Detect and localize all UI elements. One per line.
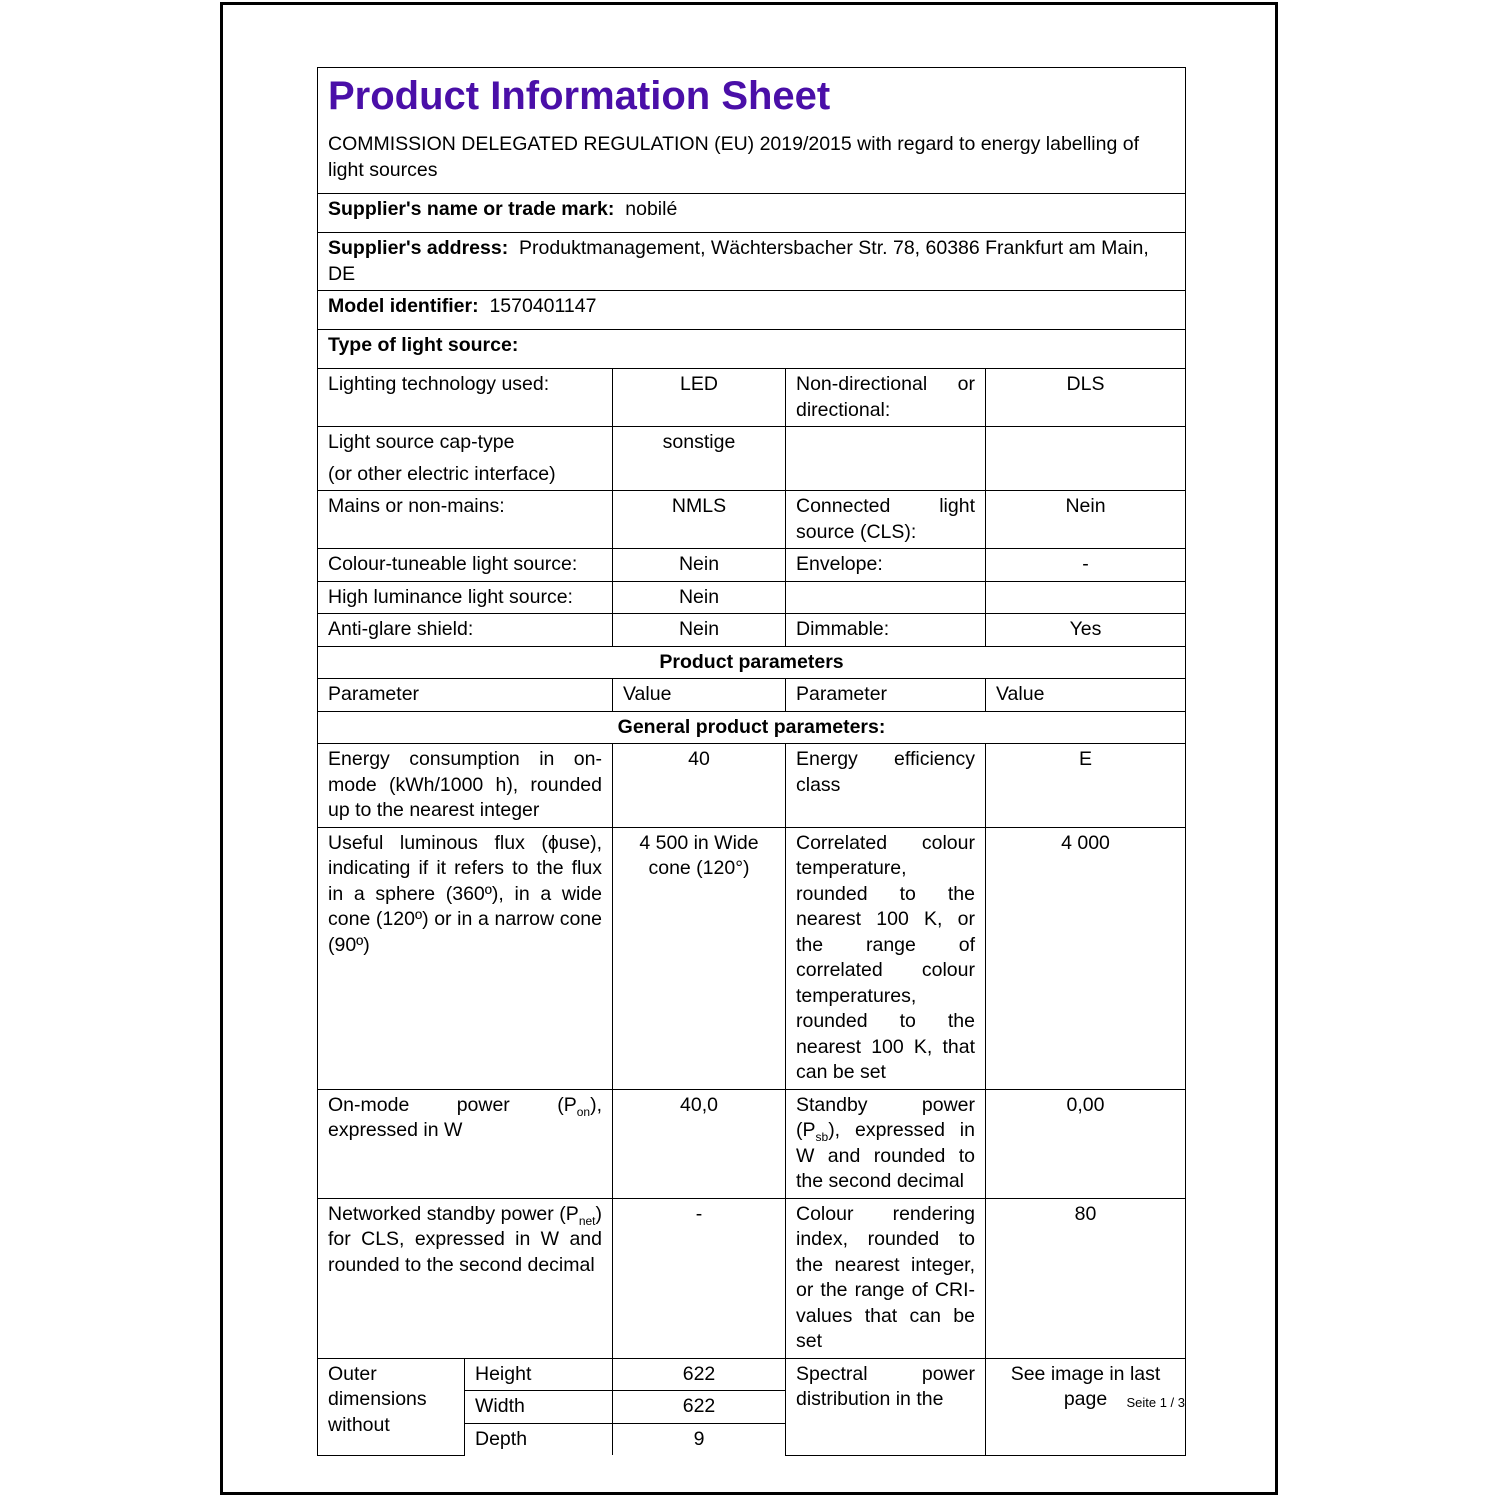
cap-type-label [318,427,613,491]
cap-type-row [318,427,1186,491]
directional-value: DLS [986,369,1186,427]
networked-standby-row [318,1198,1186,1358]
model-identifier-row [318,291,1186,330]
page-number: Seite 1 / 3 [1126,1395,1185,1410]
on-mode-power-label [318,1089,613,1198]
energy-consumption-value: 40 [613,744,786,828]
standby-power-label-sub: sb [815,1129,829,1144]
width-label: Width [465,1391,613,1424]
mains-label: Mains or non-mains: [318,491,613,549]
page-title: Product Information Sheet [328,74,831,118]
technology-row [318,369,1186,427]
high-luminance-row [318,581,1186,614]
value-column-header: Value [613,679,786,712]
outer-dimensions-label: Outer dimensions without [318,1358,465,1455]
envelope-value: - [986,549,1186,582]
cls-label: Connected light source (CLS): [786,491,986,549]
on-mode-power-label-post: ), expressed in W [328,1093,602,1141]
colour-tuneable-value: Nein [613,549,786,582]
colour-temperature-label: Correlated colour temperature, rounded to the nearest 100 K, or the range of correlated colour temperatures, rounded to the nearest 100 K, that can be set [786,827,986,1089]
high-luminance-label: High luminance light source: [318,581,613,614]
mains-value: NMLS [613,491,786,549]
lighting-technology-label: Lighting technology used: [318,369,613,427]
empty-cell [986,427,1186,491]
colour-rendering-index-value: 80 [986,1198,1186,1358]
energy-consumption-label: Energy consumption in on-mode (kWh/1000 h), rounded up to the nearest integer [318,744,613,828]
cls-value: Nein [986,491,1186,549]
on-mode-power-label-sub: on [576,1104,591,1119]
networked-standby-label-pre: Networked standby power (P [328,1202,579,1225]
luminous-flux-row [318,827,1186,1089]
height-label: Height [465,1358,613,1391]
type-of-light-source-heading: Type of light source: [318,330,1186,369]
standby-power-value: 0,00 [986,1089,1186,1198]
colour-temperature-value: 4 000 [986,827,1186,1089]
column-header-row [318,679,1186,712]
luminous-flux-value: 4 500 in Wide cone (120°) [613,827,786,1089]
tuneable-row [318,549,1186,582]
on-mode-power-row [318,1089,1186,1198]
general-parameters-heading: General product parameters: [318,711,1186,744]
networked-standby-label-sub: net [578,1213,596,1228]
standby-power-label [786,1089,986,1198]
parameter-column-header: Parameter [318,679,613,712]
networked-standby-label-post: ) for CLS, expressed in W and rounded to the second decimal [328,1202,602,1276]
value-column-header: Value [986,679,1186,712]
anti-glare-label: Anti-glare shield: [318,614,613,647]
lighting-technology-value: LED [613,369,786,427]
empty-cell [786,427,986,491]
supplier-name-row [318,194,1186,233]
supplier-name-value: nobilé [625,198,678,220]
parameter-column-header: Parameter [786,679,986,712]
anti-glare-value: Nein [613,614,786,647]
supplier-address-row [318,233,1186,291]
mains-row [318,491,1186,549]
on-mode-power-label-pre: On-mode power (P [328,1093,577,1116]
supplier-address-cell [318,233,1186,291]
anti-glare-row [318,614,1186,647]
product-information-table [317,67,1186,1456]
general-parameters-heading-row [318,711,1186,744]
model-identifier-value: 1570401147 [489,295,597,317]
spectral-power-value: See image in last page [986,1358,1186,1455]
on-mode-power-value: 40,0 [613,1089,786,1198]
supplier-address-label: Supplier's address: [328,237,509,259]
height-value: 622 [613,1358,786,1391]
standby-power-label-pre: Standby power (P [796,1093,975,1141]
dimensions-height-row [318,1358,1186,1391]
luminous-flux-label: Useful luminous flux (ɸuse), indicating if it refers to the flux in a sphere (360º), in a wide cone (120º) or in a narrow cone (90º) [318,827,613,1089]
spectral-power-label: Spectral power distribution in the [786,1358,986,1455]
title-row [318,68,1186,194]
depth-value: 9 [613,1423,786,1455]
directional-label: Non-directional or directional: [786,369,986,427]
cap-type-value: sonstige [613,427,786,491]
type-heading-row [318,330,1186,369]
energy-efficiency-class-label: Energy efficiency class [786,744,986,828]
supplier-name-label: Supplier's name or trade mark: [328,198,615,220]
width-value: 622 [613,1391,786,1424]
high-luminance-value: Nein [613,581,786,614]
depth-label: Depth [465,1423,613,1455]
model-identifier-cell [318,291,1186,330]
colour-tuneable-label: Colour-tuneable light source: [318,549,613,582]
regulation-subtitle: COMMISSION DELEGATED REGULATION (EU) 2019/2015 with regard to energy labelling of light sources [328,133,1140,181]
empty-cell [986,581,1186,614]
envelope-label: Envelope: [786,549,986,582]
supplier-name-cell [318,194,1186,233]
cap-type-label-line2: (or other electric interface) [328,462,556,485]
networked-standby-value: - [613,1198,786,1358]
standby-power-label-post: ), expressed in W and rounded to the second decimal [796,1119,975,1192]
networked-standby-label [318,1198,613,1358]
energy-consumption-row [318,744,1186,828]
empty-cell [786,581,986,614]
supplier-address-value: Produktmanagement, Wächtersbacher Str. 78, 60386 Frankfurt am Main, DE [328,237,1149,285]
energy-efficiency-class-value: E [986,744,1186,828]
dimmable-value: Yes [986,614,1186,647]
product-parameters-heading-row [318,646,1186,679]
colour-rendering-index-label: Colour rendering index, rounded to the nearest integer, or the range of CRI-values that can be set [786,1198,986,1358]
title-cell [318,68,1186,194]
cap-type-label-line1: Light source cap-type [328,431,515,453]
model-identifier-label: Model identifier: [328,295,479,317]
product-parameters-heading: Product parameters [318,646,1186,679]
dimmable-label: Dimmable: [786,614,986,647]
